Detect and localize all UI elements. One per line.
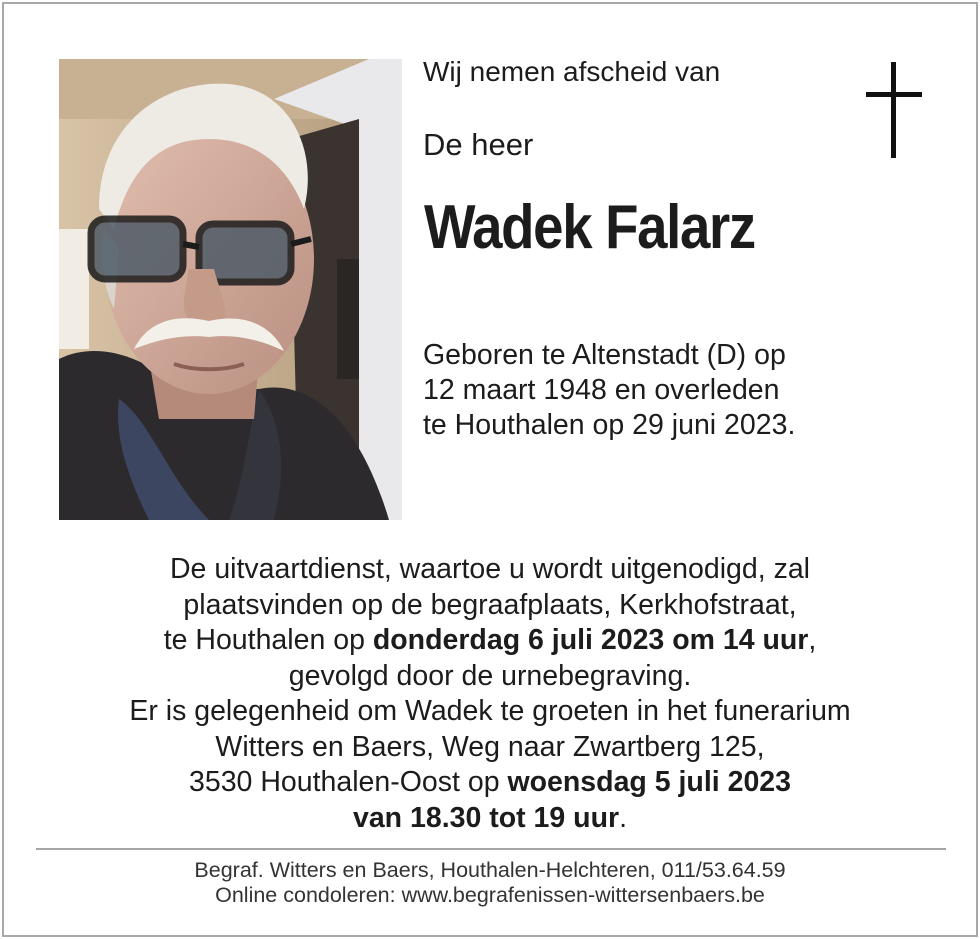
born-line-2: 12 maart 1948 en overleden [423,374,780,406]
birth-death-details [423,338,883,443]
funeral-details [0,552,980,836]
funeral-line-5: Er is gelegenheid om Wadek te groeten in het funerarium [129,695,851,727]
visitation-date: woensdag 5 juli 2023 [507,766,791,798]
funeral-line-8-suffix: . [619,801,628,834]
funeral-line-3 [0,623,980,659]
funeral-line-6: Witters en Baers, Weg naar Zwartberg 125, [215,730,765,763]
born-line-1: Geboren te Altenstadt (D) op [423,339,786,371]
visitation-time: van 18.30 tot 19 uur [352,801,620,834]
funeral-line-4: gevolgd door de urnebegraving. [288,659,692,692]
deceased-name: Wadek Falarz [424,193,755,262]
funeral-line-1: De uitvaartdienst, waartoe u wordt uitgenodigd, zal [169,553,811,585]
funeral-line-3-suffix: , [808,624,817,656]
footer [0,858,980,908]
intro-text: Wij nemen afscheid van [423,56,721,87]
portrait-photo [59,59,402,520]
funeral-line-8 [0,801,980,837]
footer-contact: Begraf. Witters en Baers, Houthalen-Helchteren, 011/53.64.59 [194,858,786,882]
funeral-line-3-prefix: te Houthalen op [163,624,373,656]
funeral-line-7 [0,765,980,801]
funeral-line-2: plaatsvinden op de begraafplaats, Kerkhofstraat, [183,588,797,621]
latin-cross-icon [866,62,922,160]
honorific-title: De heer [423,127,534,162]
footer-condolence-link[interactable]: Online condoleren: www.begrafenissen-wittersenbaers.be [215,883,765,907]
footer-divider [36,848,946,850]
funeral-line-7-prefix: 3530 Houthalen-Oost op [189,766,508,798]
funeral-date-time: donderdag 6 juli 2023 om 14 uur [372,624,809,656]
born-line-3: te Houthalen op 29 juni 2023. [423,409,796,441]
